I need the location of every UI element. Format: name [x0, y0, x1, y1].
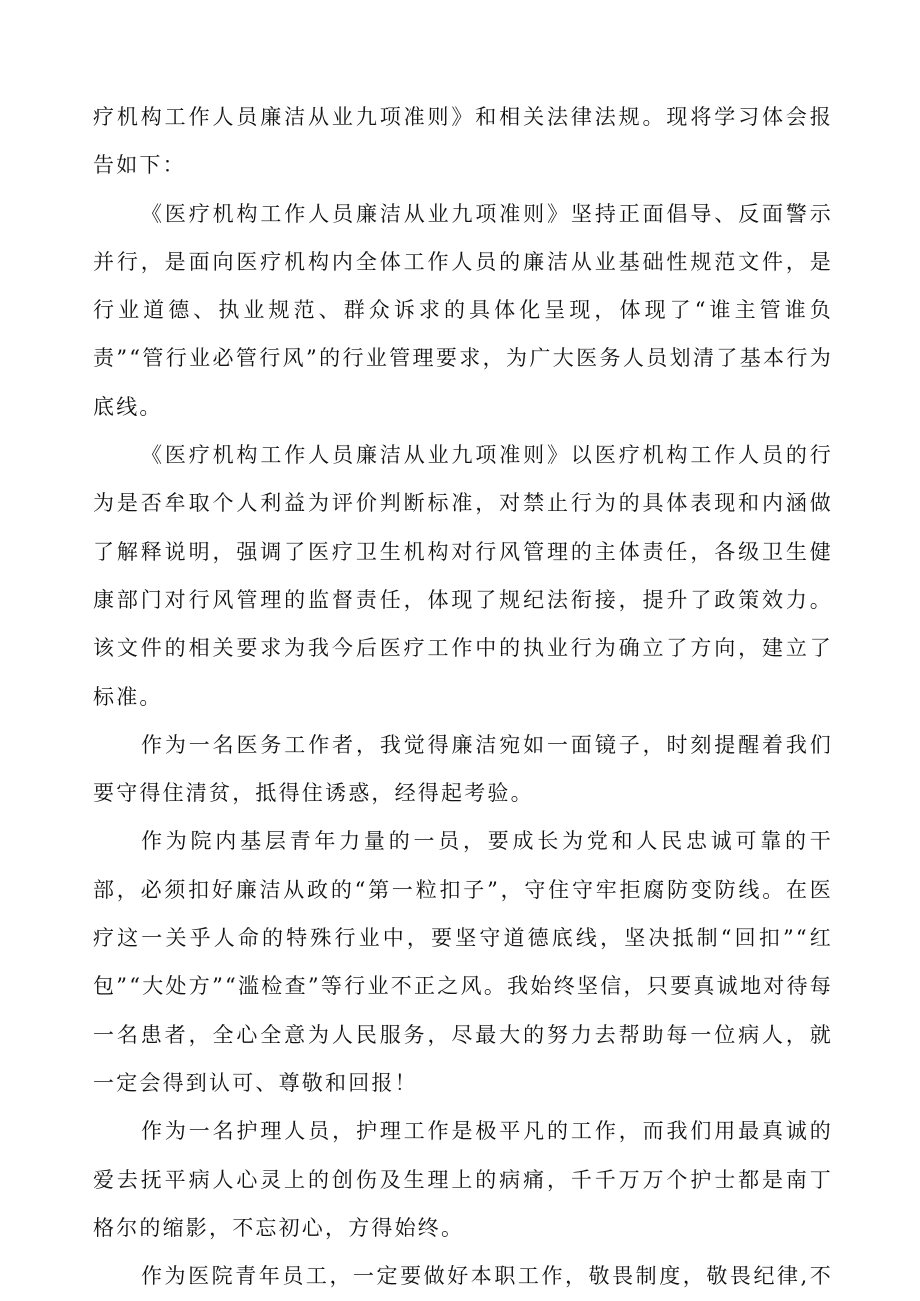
paragraph-intro-continuation: 疗机构工作人员廉洁从业九项准则》和相关法律法规。现将学习体会报告如下：: [93, 105, 833, 178]
document-page: [93, 93, 833, 1300]
paragraph-nursing: 作为一名护理人员，护理工作是极平凡的工作，而我们用最真诚的爱去抚平病人心灵上的创伤及生理上的病痛，千千万万个护士都是南丁格尔的缩影，不忘初心，方得始终。: [93, 1119, 833, 1240]
paragraph-guidelines-overview: 《医疗机构工作人员廉洁从业九项准则》坚持正面倡导、反面警示并行，是面向医疗机构内全体工作人员的廉洁从业基础性规范文件，是行业道德、执业规范、群众诉求的具体化呈现，体现了“谁主管谁负责”“管行业必管行风”的行业管理要求，为广大医务人员划清了基本行为底线。: [93, 201, 833, 419]
paragraph-guidelines-standard: 《医疗机构工作人员廉洁从业九项准则》以医疗机构工作人员的行为是否牟取个人利益为评价判断标准，对禁止行为的具体表现和内涵做了解释说明，强调了医疗卫生机构对行风管理的主体责任，各级卫生健康部门对行风管理的监督责任，体现了规纪法衔接，提升了政策效力。该文件的相关要求为我今后医疗工作中的执业行为确立了方向，建立了标准。: [93, 443, 833, 709]
paragraph-mirror-metaphor: 作为一名医务工作者，我觉得廉洁宛如一面镜子，时刻提醒着我们要守得住清贫，抵得住诱惑，经得起考验。: [93, 732, 833, 806]
paragraph-young-staff: 作为医院青年员工，一定要做好本职工作，敬畏制度，敬畏纪律,不: [141, 1264, 833, 1289]
paragraph-youth-force: 作为院内基层青年力量的一员，要成长为党和人民忠诚可靠的干部，必须扣好廉洁从政的“第一粒扣子”，守住守牢拒腐防变防线。在医疗这一关乎人命的特殊行业中，要坚守道德底线，坚决抵制“回扣”“红包”“大处方”“滥检查”等行业不正之风。我始终坚信，只要真诚地对待每一名患者，全心全意为人民服务，尽最大的努力去帮助每一位病人，就一定会得到认可、尊敬和回报！: [93, 829, 833, 1095]
